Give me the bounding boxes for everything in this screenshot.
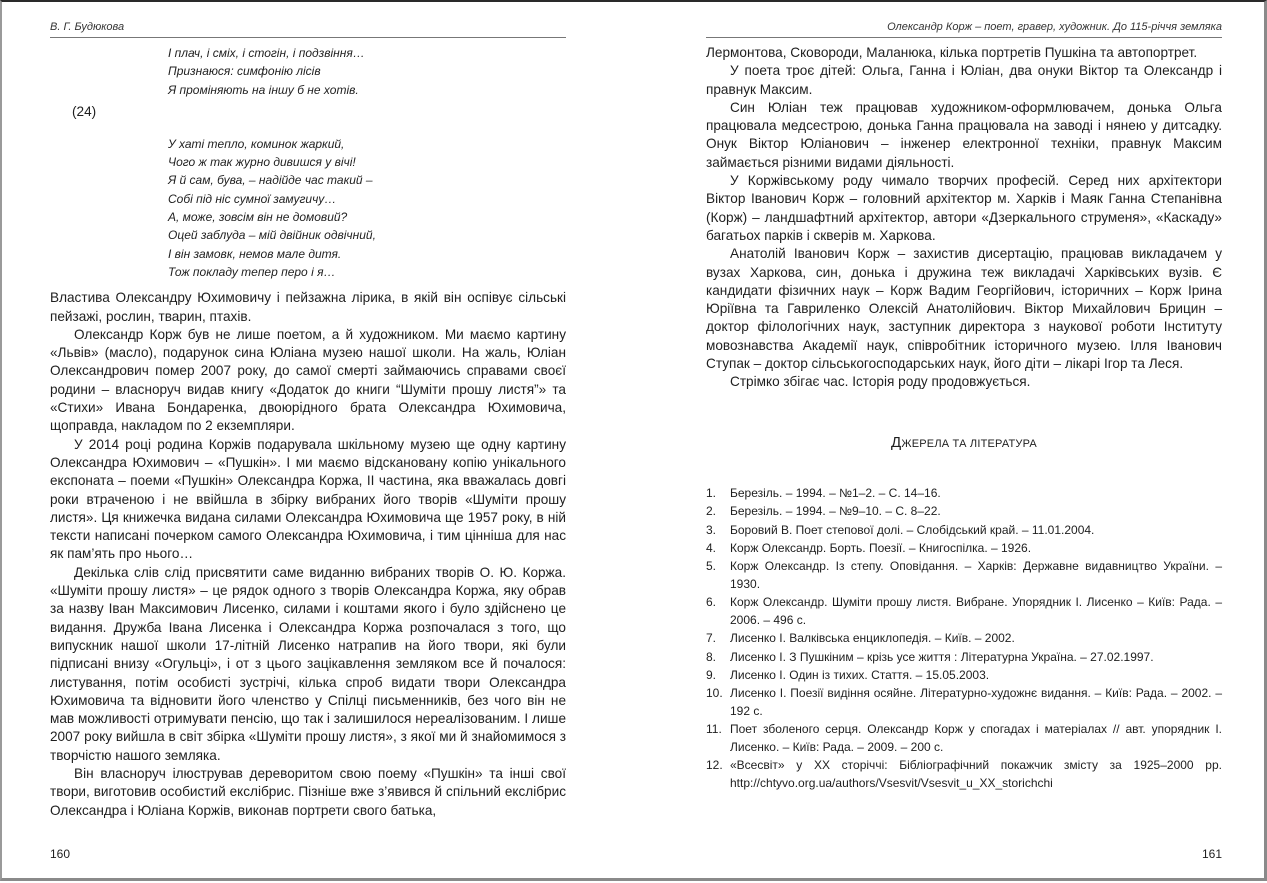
reference-item <box>706 558 1222 594</box>
paragraph: Лермонтова, Сковороди, Маланюка, кілька портретів Пушкіна та автопортрет. <box>706 45 1198 60</box>
reference-item <box>706 630 1222 648</box>
references-heading <box>706 434 1222 453</box>
references-heading-initial: Д <box>891 433 902 451</box>
reference-number: 1. <box>706 485 717 500</box>
reference-number: 2. <box>706 504 717 519</box>
reference-item <box>706 667 1222 685</box>
reference-number: 5. <box>706 559 717 574</box>
reference-text: Поет зболеного серця. Олександр Корж у спогадах і матеріалах // авт. упорядник І. Лисенко. – Київ: Рада. – 2009. – 200 с. <box>730 722 1222 755</box>
reference-number: 7. <box>706 631 717 646</box>
verse-line: Я й сам, бува, – надійде час такий – <box>168 173 373 188</box>
reference-item <box>706 522 1222 540</box>
reference-text: Корж Олександр. Борть. Поезії. – Книгоспілка. – 1926. <box>730 540 1032 555</box>
running-head-author: В. Г. Будюкова <box>50 19 566 38</box>
reference-number: 6. <box>706 595 717 610</box>
reference-item <box>706 540 1222 558</box>
reference-text: Боровий В. Поет степової долі. – Слобідський край. – 11.01.2004. <box>730 522 1095 537</box>
paragraph: Стрімко збігає час. Історія роду продовжується. <box>730 374 1031 390</box>
reference-number: 4. <box>706 540 717 555</box>
verse-stanza-1 <box>168 44 566 99</box>
paragraph: У Коржівському роду чимало творчих професій. Серед них архітектори Віктор Іванович Корж – головний архітектор м. Харків і Маяк Ганна Степанівна (Корж) – ландшафтний архітектор, автори «Дзеркального струменя», «Каскаду» багатьох парків і скверів м. Харкова. <box>706 173 1222 243</box>
reference-item <box>706 757 1222 793</box>
reference-number: 8. <box>706 649 717 664</box>
left-page-body <box>50 44 566 820</box>
paragraph: Властива Олександру Юхимовичу і пейзажна лірика, в якій він оспівує сільські пейзажі, рослин, тварин, птахів. <box>50 290 566 324</box>
reference-number: 9. <box>706 667 717 682</box>
reference-number: 10. <box>706 686 723 701</box>
paragraph: Декілька слів слід присвятити саме виданню вибраних творів О. Ю. Коржа. «Шуміти прошу листя» – це рядок одного з творів Олександра Коржа, яку обрав за назву Іван Максимович Лисенко, силами і коштами якого і було здійснено це видання. Дружба Івана Лисенка і Олександра Коржа розпочалася з того, що випускник нашої школи 17-літній Лисенко натрапив на його твори, які були підписані внизу «Огульці», і от з цього зацікавлення земляком все й почалося: листування, потім особисті зустрічі, кілька спроб видати твори Олександра Юхимовича та відновити його членство у Спілці письменників, без чого він не мав можливості отримувати пенсію, що так і залишилося нереалізованим. І лише 2007 року вийшла в світ збірка «Шуміти прошу листя», з якої ми й знайомимося з творчістю нашого земляка. <box>50 564 566 763</box>
references-heading-rest: ЖЕРЕЛА ТА ЛІТЕРАТУРА <box>901 437 1037 450</box>
verse-line: А, може, зовсім він не домовий? <box>168 210 348 225</box>
verse-stanza-2 <box>168 135 566 281</box>
reference-text: Лисенко І. З Пушкіним – крізь усе життя : Літературна Україна. – 27.02.1997. <box>730 649 1154 664</box>
verse-line: І він замовк, немов мале дитя. <box>168 246 342 261</box>
running-head-title: Олександр Корж – поет, гравер, художник. До 115-річчя земляка <box>706 19 1222 38</box>
references-list <box>706 485 1222 793</box>
verse-line: Оцей заблуда – мій двійник одвічний, <box>168 228 376 243</box>
page-number: 160 <box>50 847 71 861</box>
reference-number: 3. <box>706 522 717 537</box>
reference-text: «Всесвіт» у ХХ сторіччі: Бібліографічний покажчик змісту за 1925–2000 рр. http://chtyvo.org.ua/authors/Vsesvit/Vsesvit_u_XX_storichchi <box>730 758 1222 791</box>
paragraph: У 2014 році родина Коржів подарувала шкільному музею ще одну картину Олександра Юхимович – «Пушкін». І ми маємо відскановану копію унікального експоната – поеми «Пушкін» Олександра Коржа, ІІ частина, яка вважалась довгі роки втраченою і не ввійшла в збірку вибраних його творів «Шуміти прошу листя». Ця книжечка видана силами Олександра Юхимовича ще 1957 року, в ній тексти написані почерком самого Олександра Юхимовича, і тим цінніша для нас як пам’ять про нього… <box>50 436 566 562</box>
reference-text: Лисенко І. Один із тихих. Стаття. – 15.05.2003. <box>730 667 990 682</box>
left-page <box>50 2 566 883</box>
page-number: 161 <box>1201 847 1222 861</box>
reference-item <box>706 485 1222 503</box>
verse-line: І плач, і сміх, і стогін, і подзвіння… <box>168 46 365 60</box>
verse-line: Чого ж так журно дивишся у вічі! <box>168 155 356 170</box>
verse-line: Я проміняють на іншу б не хотів. <box>168 82 359 97</box>
paragraph: Олександр Корж був не лише поетом, а й художником. Ми маємо картину «Львів» (масло), подарунок сина Юліана музею нашої школи. На жаль, Юліан Олександрович помер 2007 року, до самої смерті займаючись справами своєї родини – власноруч видав книгу «Додаток до книги “Шуміти прошу листя”» та «Стихи» Ивана Бондаренка, двоюрідного брата Олександра Юхимовича, щоправда, накладом по 2 екземпляри. <box>50 326 566 434</box>
reference-text: Березіль. – 1994. – №1–2. – С. 14–16. <box>730 485 941 500</box>
paragraph: Анатолій Іванович Корж – захистив дисертацію, працював викладачем у вузах Харкова, син, донька і дружина теж викладачі Харківських вузів. Є кандидати фізичних наук – Корж Вадим Георгійович, історичних – Корж Ірина Юріївна та Гавриленко Олексій Анатолійович. Віктор Михайлович Брицин – доктор філологічних наук, заступник директора з наукової роботи Інституту мовознавства Академії наук, співробітник історичного музею. Ілля Іванович Ступак – доктор сільськогосподарських наук, його діти – лікарі Ігор та Леся. <box>706 246 1222 372</box>
reference-text: Лисенко І. Валківська енциклопедія. – Київ. – 2002. <box>730 631 1015 646</box>
right-page-body <box>706 44 1222 793</box>
reference-number: 12. <box>706 758 723 773</box>
reference-item <box>706 503 1222 521</box>
reference-item <box>706 594 1222 630</box>
reference-text: Лисенко І. Поезії видіння осяйне. Літературно-художнє видання. – Київ: Рада. – 2002. – 192 с. <box>730 686 1222 718</box>
paragraph: У поета троє дітей: Ольга, Ганна і Юліан, два онуки Віктор та Олександр і правнук Максим. <box>706 63 1222 97</box>
verse-line: У хаті тепло, коминок жаркий, <box>168 136 345 151</box>
reference-text: Корж Олександр. Із степу. Оповідання. – Харків: Державне видавництво України. – 1930. <box>730 559 1222 591</box>
right-page <box>706 2 1222 883</box>
verse-number: (24) <box>72 103 97 119</box>
reference-number: 11. <box>706 722 722 737</box>
paragraph: Син Юліан теж працював художником-оформлювачем, донька Ольга працювала медсестрою, донька Ганна працювала на заводі і нянею у дитсадку. Онук Віктор Юліанович – інженер електронної техніки, правнук Максим займається різними видами діяльності. <box>706 99 1222 170</box>
reference-item <box>706 721 1222 757</box>
paragraph: Він власноруч ілюстрував дереворитом свою поему «Пушкін» та інші свої твори, виготовив особистий екслібрис. Пізніше вже з’явився й спільний екслібрис Олександра і Юліана Коржів, виконав портрети свого батька, <box>50 765 566 818</box>
reference-item <box>706 649 1222 667</box>
reference-item <box>706 685 1222 721</box>
verse-line: Признаюся: симфонію лісів <box>168 64 321 79</box>
verse-line: Тож покладу тепер перо і я… <box>168 264 336 279</box>
verse-line: Собі під ніс сумної замугичу… <box>168 191 337 206</box>
reference-text: Корж Олександр. Шуміти прошу листя. Вибране. Упорядник І. Лисенко – Київ: Рада. – 2006. – 496 с. <box>730 595 1222 628</box>
reference-text: Березіль. – 1994. – №9–10. – С. 8–22. <box>730 504 941 519</box>
